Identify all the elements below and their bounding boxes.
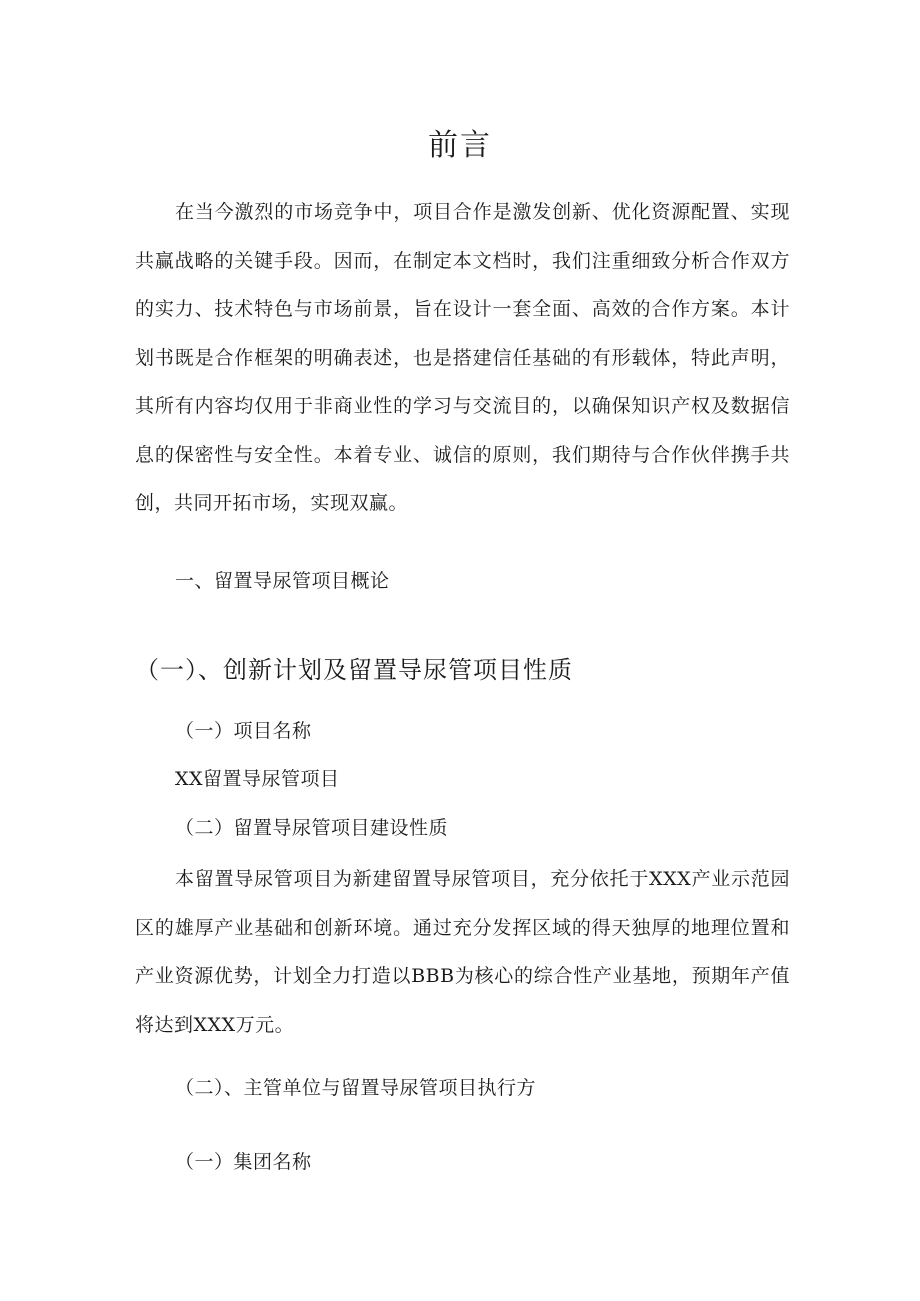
item-heading-construction-nature: （二）留置导尿管项目建设性质 bbox=[175, 817, 449, 839]
subsection-heading: （一）、创新计划及留置导尿管项目性质 bbox=[135, 656, 573, 684]
item-heading-project-name: （一）项目名称 bbox=[175, 720, 312, 742]
item-heading-group-name: （一）集团名称 bbox=[175, 1151, 312, 1173]
page-title: 前言 bbox=[428, 128, 492, 163]
section-heading: 一、留置导尿管项目概论 bbox=[175, 570, 390, 592]
construction-nature-paragraph: 本留置导尿管项目为新建留置导尿管项目，充分依托于XXX产业示范园区的雄厚产业基础和创新环境。通过充分发挥区域的得天独厚的地理位置和产业资源优势，计划全力打造以BBB为核心的综合性产业基地，预期年产值将达到XXX万元。 bbox=[135, 868, 790, 1036]
project-name-value: XX留置导尿管项目 bbox=[175, 768, 340, 790]
preface-paragraph: 在当今激烈的市场竞争中，项目合作是激发创新、优化资源配置、实现共赢战略的关键手段。因而，在制定本文档时，我们注重细致分析合作双方的实力、技术特色与市场前景，旨在设计一套全面、高效的合作方案。本计划书既是合作框架的明确表述，也是搭建信任基础的有形载体，特此声明，其所有内容均仅用于非商业性的学习与交流目的，以确保知识产权及数据信息的保密性与安全性。本着专业、诚信的原则，我们期待与合作伙伴携手共创，共同开拓市场，实现双赢。 bbox=[135, 201, 790, 514]
subsection-heading-executor: （二）、主管单位与留置导尿管项目执行方 bbox=[175, 1077, 537, 1099]
